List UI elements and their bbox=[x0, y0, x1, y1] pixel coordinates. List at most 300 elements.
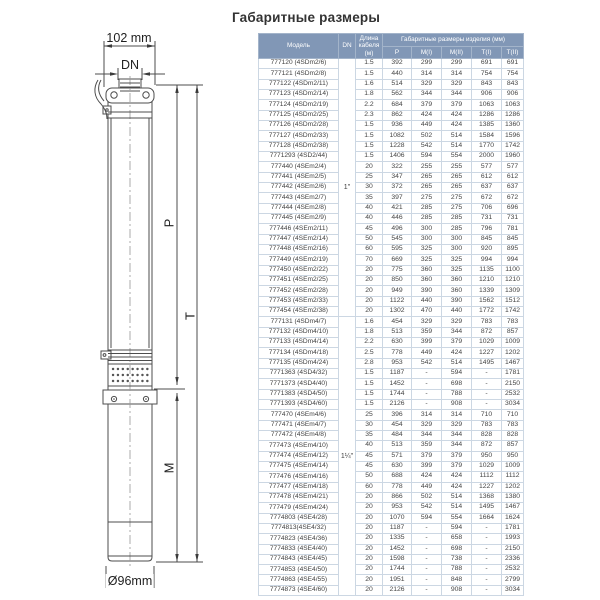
table-row bbox=[259, 90, 524, 100]
model-cell: 7771363 (4SD4/32) bbox=[259, 368, 339, 378]
value-cell: 1309 bbox=[502, 286, 524, 296]
header-model: Модель bbox=[259, 34, 339, 59]
value-cell: 1009 bbox=[502, 337, 524, 347]
table-row bbox=[259, 69, 524, 79]
table-row bbox=[259, 244, 524, 254]
value-cell: 325 bbox=[412, 244, 442, 254]
value-cell: 440 bbox=[383, 69, 412, 79]
value-cell: 514 bbox=[442, 492, 472, 502]
header-cable: Длина кабеля (м) bbox=[356, 34, 383, 59]
model-cell: 7774803 (4SE4/28) bbox=[259, 513, 339, 523]
value-cell: 449 bbox=[412, 121, 442, 131]
value-cell: 845 bbox=[502, 234, 524, 244]
model-cell: 777442 (4SEm2/6) bbox=[259, 183, 339, 193]
value-cell: 454 bbox=[383, 420, 412, 430]
dn-cell: 1" bbox=[339, 59, 356, 317]
value-cell: 379 bbox=[442, 461, 472, 471]
value-cell: 40 bbox=[356, 214, 383, 224]
value-cell: 542 bbox=[412, 503, 442, 513]
table-body bbox=[259, 59, 524, 596]
value-cell: 424 bbox=[442, 121, 472, 131]
model-cell: 777477 (4SEm4/18) bbox=[259, 482, 339, 492]
model-cell: 777472 (4SEm4/8) bbox=[259, 430, 339, 440]
value-cell: 40 bbox=[356, 203, 383, 213]
value-cell: 706 bbox=[472, 203, 502, 213]
value-cell: 1210 bbox=[472, 275, 502, 285]
value-cell: 850 bbox=[383, 275, 412, 285]
table-row bbox=[259, 565, 524, 575]
model-cell: 7774843 (4SE4/45) bbox=[259, 554, 339, 564]
value-cell: 953 bbox=[383, 358, 412, 368]
value-cell: 275 bbox=[442, 203, 472, 213]
value-cell: 691 bbox=[502, 59, 524, 69]
value-cell: 454 bbox=[383, 317, 412, 327]
value-cell: - bbox=[412, 389, 442, 399]
value-cell: 1.5 bbox=[356, 69, 383, 79]
value-cell: 30 bbox=[356, 183, 383, 193]
table-row bbox=[259, 420, 524, 430]
value-cell: 275 bbox=[412, 193, 442, 203]
table-row bbox=[259, 348, 524, 358]
value-cell: 906 bbox=[472, 90, 502, 100]
value-cell: 843 bbox=[502, 79, 524, 89]
model-cell: 7771373 (4SD4/40) bbox=[259, 379, 339, 389]
value-cell: 300 bbox=[442, 234, 472, 244]
model-cell: 777133 (4SDm4/14) bbox=[259, 337, 339, 347]
value-cell: 3034 bbox=[502, 585, 524, 595]
value-cell: 1385 bbox=[472, 121, 502, 131]
value-cell: 1.5 bbox=[356, 368, 383, 378]
value-cell: 344 bbox=[442, 90, 472, 100]
value-cell: 1.5 bbox=[356, 131, 383, 141]
value-cell: 1368 bbox=[472, 492, 502, 502]
page-title: Габаритные размеры bbox=[232, 10, 381, 25]
value-cell: 828 bbox=[502, 430, 524, 440]
value-cell: 1467 bbox=[502, 503, 524, 513]
table-row bbox=[259, 327, 524, 337]
value-cell: 275 bbox=[442, 193, 472, 203]
value-cell: - bbox=[472, 544, 502, 554]
value-cell: 513 bbox=[383, 327, 412, 337]
value-cell: 2150 bbox=[502, 379, 524, 389]
value-cell: 1063 bbox=[472, 100, 502, 110]
value-cell: 1562 bbox=[472, 296, 502, 306]
value-cell: 514 bbox=[442, 358, 472, 368]
table-row bbox=[259, 337, 524, 347]
value-cell: 906 bbox=[502, 90, 524, 100]
value-cell: 783 bbox=[472, 317, 502, 327]
table-row bbox=[259, 110, 524, 120]
value-cell: 1598 bbox=[383, 554, 412, 564]
value-cell: 1122 bbox=[383, 296, 412, 306]
value-cell: 698 bbox=[442, 379, 472, 389]
value-cell: 754 bbox=[502, 69, 524, 79]
value-cell: 936 bbox=[383, 121, 412, 131]
value-cell: 637 bbox=[472, 183, 502, 193]
value-cell: 514 bbox=[383, 79, 412, 89]
value-cell: 1187 bbox=[383, 523, 412, 533]
table-row bbox=[259, 193, 524, 203]
value-cell: 314 bbox=[442, 410, 472, 420]
model-cell: 777127 (4SDm2/33) bbox=[259, 131, 339, 141]
value-cell: 446 bbox=[383, 214, 412, 224]
value-cell: 2532 bbox=[502, 565, 524, 575]
value-cell: 265 bbox=[442, 183, 472, 193]
value-cell: - bbox=[472, 368, 502, 378]
value-cell: 554 bbox=[442, 152, 472, 162]
value-cell: 424 bbox=[442, 482, 472, 492]
value-cell: 397 bbox=[383, 193, 412, 203]
value-cell: 862 bbox=[383, 110, 412, 120]
pump-technical-drawing bbox=[0, 0, 230, 600]
value-cell: 783 bbox=[472, 420, 502, 430]
value-cell: 688 bbox=[383, 472, 412, 482]
value-cell: 1.5 bbox=[356, 121, 383, 131]
model-cell: 777479 (4SEm4/24) bbox=[259, 503, 339, 513]
value-cell: 25 bbox=[356, 172, 383, 182]
model-cell: 777134 (4SDm4/18) bbox=[259, 348, 339, 358]
table-row bbox=[259, 172, 524, 182]
model-cell: 777475 (4SEm4/14) bbox=[259, 461, 339, 471]
value-cell: 45 bbox=[356, 451, 383, 461]
header-tii: T(II) bbox=[502, 46, 524, 59]
value-cell: - bbox=[472, 399, 502, 409]
table-row bbox=[259, 399, 524, 409]
value-cell: 848 bbox=[442, 575, 472, 585]
table-row bbox=[259, 410, 524, 420]
dim-label-t: T bbox=[182, 312, 198, 320]
value-cell: - bbox=[472, 554, 502, 564]
value-cell: 1742 bbox=[502, 141, 524, 151]
table-row bbox=[259, 296, 524, 306]
value-cell: 2.8 bbox=[356, 358, 383, 368]
model-cell: 777454 (4SEm2/38) bbox=[259, 306, 339, 316]
value-cell: 1339 bbox=[472, 286, 502, 296]
value-cell: 45 bbox=[356, 224, 383, 234]
value-cell: 1770 bbox=[472, 141, 502, 151]
value-cell: 542 bbox=[412, 141, 442, 151]
table-row bbox=[259, 317, 524, 327]
value-cell: 2.5 bbox=[356, 348, 383, 358]
value-cell: - bbox=[472, 389, 502, 399]
value-cell: - bbox=[412, 368, 442, 378]
value-cell: 594 bbox=[412, 152, 442, 162]
value-cell: 1772 bbox=[472, 306, 502, 316]
value-cell: 20 bbox=[356, 565, 383, 575]
value-cell: 285 bbox=[412, 214, 442, 224]
value-cell: 40 bbox=[356, 441, 383, 451]
value-cell: 20 bbox=[356, 265, 383, 275]
value-cell: 1781 bbox=[502, 368, 524, 378]
table-header-row-1 bbox=[259, 34, 524, 47]
value-cell: 778 bbox=[383, 482, 412, 492]
value-cell: 595 bbox=[383, 244, 412, 254]
value-cell: 1742 bbox=[502, 306, 524, 316]
model-cell: 777123 (4SDm2/14) bbox=[259, 90, 339, 100]
model-cell: 777441 (4SEm2/5) bbox=[259, 172, 339, 182]
value-cell: - bbox=[412, 565, 442, 575]
table-row bbox=[259, 183, 524, 193]
value-cell: 781 bbox=[502, 224, 524, 234]
value-cell: 920 bbox=[472, 244, 502, 254]
value-cell: 265 bbox=[412, 172, 442, 182]
value-cell: 1596 bbox=[502, 131, 524, 141]
value-cell: 360 bbox=[442, 275, 472, 285]
value-cell: 594 bbox=[442, 368, 472, 378]
value-cell: 738 bbox=[442, 554, 472, 564]
value-cell: 1009 bbox=[502, 461, 524, 471]
table-row bbox=[259, 234, 524, 244]
value-cell: 796 bbox=[472, 224, 502, 234]
value-cell: 672 bbox=[502, 193, 524, 203]
value-cell: 1210 bbox=[502, 275, 524, 285]
model-cell: 7774853 (4SE4/50) bbox=[259, 565, 339, 575]
value-cell: 379 bbox=[412, 100, 442, 110]
value-cell: 30 bbox=[356, 420, 383, 430]
value-cell: 994 bbox=[502, 255, 524, 265]
value-cell: 379 bbox=[442, 337, 472, 347]
value-cell: 669 bbox=[383, 255, 412, 265]
value-cell: 866 bbox=[383, 492, 412, 502]
value-cell: 1112 bbox=[472, 472, 502, 482]
value-cell: 424 bbox=[442, 348, 472, 358]
value-cell: 396 bbox=[383, 410, 412, 420]
dim-label-p: P bbox=[161, 218, 177, 228]
value-cell: 953 bbox=[383, 503, 412, 513]
value-cell: 594 bbox=[412, 513, 442, 523]
model-cell: 777125 (4SDm2/25) bbox=[259, 110, 339, 120]
value-cell: 502 bbox=[412, 492, 442, 502]
model-cell: 777121 (4SDm2/8) bbox=[259, 69, 339, 79]
model-cell: 777120 (4SDm2/6) bbox=[259, 59, 339, 69]
value-cell: 325 bbox=[412, 255, 442, 265]
table-row bbox=[259, 214, 524, 224]
dim-label-m: M bbox=[161, 462, 177, 474]
value-cell: 424 bbox=[412, 110, 442, 120]
table-row bbox=[259, 492, 524, 502]
model-cell: 7774813(4SE4/32) bbox=[259, 523, 339, 533]
value-cell: 360 bbox=[412, 265, 442, 275]
value-cell: 329 bbox=[412, 317, 442, 327]
value-cell: 60 bbox=[356, 244, 383, 254]
value-cell: 731 bbox=[472, 214, 502, 224]
value-cell: 1452 bbox=[383, 544, 412, 554]
value-cell: 45 bbox=[356, 461, 383, 471]
value-cell: 325 bbox=[442, 255, 472, 265]
table-row bbox=[259, 203, 524, 213]
value-cell: 1286 bbox=[502, 110, 524, 120]
value-cell: 379 bbox=[442, 100, 472, 110]
table-row bbox=[259, 389, 524, 399]
value-cell: 20 bbox=[356, 534, 383, 544]
value-cell: 379 bbox=[442, 451, 472, 461]
value-cell: 778 bbox=[383, 348, 412, 358]
value-cell: 2.3 bbox=[356, 110, 383, 120]
table-row bbox=[259, 368, 524, 378]
model-cell: 777131 (4SDm4/7) bbox=[259, 317, 339, 327]
value-cell: 344 bbox=[442, 441, 472, 451]
value-cell: 322 bbox=[383, 162, 412, 172]
table-row bbox=[259, 534, 524, 544]
value-cell: 1227 bbox=[472, 348, 502, 358]
value-cell: 1960 bbox=[502, 152, 524, 162]
value-cell: - bbox=[472, 534, 502, 544]
value-cell: 630 bbox=[383, 337, 412, 347]
value-cell: 857 bbox=[502, 441, 524, 451]
pump-outline-graphic bbox=[0, 0, 230, 600]
value-cell: 399 bbox=[412, 337, 442, 347]
value-cell: 1360 bbox=[502, 121, 524, 131]
model-cell: 777476 (4SEm4/16) bbox=[259, 472, 339, 482]
table-row bbox=[259, 585, 524, 595]
table-row bbox=[259, 152, 524, 162]
model-cell: 777449 (4SEm2/19) bbox=[259, 255, 339, 265]
table-row bbox=[259, 255, 524, 265]
value-cell: 1.5 bbox=[356, 141, 383, 151]
value-cell: 1584 bbox=[472, 131, 502, 141]
header-dims-group: Габаритные размеры изделия (мм) bbox=[383, 34, 524, 47]
table-row bbox=[259, 265, 524, 275]
model-cell: 777126 (4SDm2/28) bbox=[259, 121, 339, 131]
value-cell: 1029 bbox=[472, 337, 502, 347]
model-cell: 777445 (4SEm2/9) bbox=[259, 214, 339, 224]
value-cell: 20 bbox=[356, 162, 383, 172]
value-cell: 440 bbox=[442, 306, 472, 316]
value-cell: 2336 bbox=[502, 554, 524, 564]
value-cell: 399 bbox=[412, 461, 442, 471]
value-cell: 612 bbox=[502, 172, 524, 182]
value-cell: 1202 bbox=[502, 482, 524, 492]
table-row bbox=[259, 358, 524, 368]
table-row bbox=[259, 513, 524, 523]
value-cell: 2126 bbox=[383, 585, 412, 595]
value-cell: 949 bbox=[383, 286, 412, 296]
value-cell: 329 bbox=[442, 420, 472, 430]
value-cell: - bbox=[472, 575, 502, 585]
value-cell: 35 bbox=[356, 430, 383, 440]
value-cell: 1228 bbox=[383, 141, 412, 151]
value-cell: 577 bbox=[472, 162, 502, 172]
value-cell: 1112 bbox=[502, 472, 524, 482]
dimensions-table bbox=[258, 33, 524, 596]
value-cell: 329 bbox=[412, 79, 442, 89]
table-row bbox=[259, 575, 524, 585]
table-row bbox=[259, 451, 524, 461]
table-row bbox=[259, 286, 524, 296]
table-row bbox=[259, 121, 524, 131]
value-cell: 908 bbox=[442, 585, 472, 595]
value-cell: 265 bbox=[412, 183, 442, 193]
value-cell: 50 bbox=[356, 234, 383, 244]
model-cell: 777443 (4SEm2/7) bbox=[259, 193, 339, 203]
header-mi: M(I) bbox=[412, 46, 442, 59]
value-cell: 1063 bbox=[502, 100, 524, 110]
value-cell: 950 bbox=[502, 451, 524, 461]
value-cell: 1070 bbox=[383, 513, 412, 523]
value-cell: 20 bbox=[356, 503, 383, 513]
value-cell: 20 bbox=[356, 585, 383, 595]
value-cell: 1380 bbox=[502, 492, 524, 502]
value-cell: 1.5 bbox=[356, 389, 383, 399]
value-cell: 1951 bbox=[383, 575, 412, 585]
value-cell: 514 bbox=[442, 141, 472, 151]
value-cell: 60 bbox=[356, 482, 383, 492]
value-cell: - bbox=[472, 379, 502, 389]
value-cell: 35 bbox=[356, 193, 383, 203]
value-cell: 329 bbox=[442, 79, 472, 89]
value-cell: 20 bbox=[356, 523, 383, 533]
value-cell: 908 bbox=[442, 399, 472, 409]
value-cell: 392 bbox=[383, 59, 412, 69]
value-cell: 1624 bbox=[502, 513, 524, 523]
value-cell: 571 bbox=[383, 451, 412, 461]
value-cell: 1286 bbox=[472, 110, 502, 120]
table-row bbox=[259, 523, 524, 533]
value-cell: 1335 bbox=[383, 534, 412, 544]
value-cell: 449 bbox=[412, 482, 442, 492]
value-cell: - bbox=[412, 379, 442, 389]
table-row bbox=[259, 544, 524, 554]
value-cell: 577 bbox=[502, 162, 524, 172]
dim-label-diameter: Ø96mm bbox=[107, 574, 153, 588]
value-cell: 2.2 bbox=[356, 100, 383, 110]
model-cell: 777440 (4SEm2/4) bbox=[259, 162, 339, 172]
value-cell: 424 bbox=[442, 110, 472, 120]
table-row bbox=[259, 379, 524, 389]
value-cell: 496 bbox=[383, 224, 412, 234]
model-cell: 7774823 (4SE4/36) bbox=[259, 534, 339, 544]
model-cell: 777444 (4SEm2/8) bbox=[259, 203, 339, 213]
value-cell: 20 bbox=[356, 296, 383, 306]
value-cell: - bbox=[412, 554, 442, 564]
value-cell: 775 bbox=[383, 265, 412, 275]
model-cell: 777473 (4SEm4/10) bbox=[259, 441, 339, 451]
value-cell: 691 bbox=[472, 59, 502, 69]
header-mii: M(II) bbox=[442, 46, 472, 59]
value-cell: 20 bbox=[356, 554, 383, 564]
value-cell: 1993 bbox=[502, 534, 524, 544]
value-cell: 542 bbox=[412, 358, 442, 368]
model-cell: 777135 (4SDm4/24) bbox=[259, 358, 339, 368]
model-cell: 777471 (4SEm4/7) bbox=[259, 420, 339, 430]
value-cell: 502 bbox=[412, 131, 442, 141]
model-cell: 777452 (4SEm2/28) bbox=[259, 286, 339, 296]
value-cell: 424 bbox=[412, 472, 442, 482]
model-cell: 777122 (4SDm2/11) bbox=[259, 79, 339, 89]
value-cell: 788 bbox=[442, 565, 472, 575]
model-cell: 777448 (4SEm2/16) bbox=[259, 244, 339, 254]
dim-label-dn: DN bbox=[120, 58, 140, 72]
value-cell: 285 bbox=[442, 224, 472, 234]
value-cell: 2799 bbox=[502, 575, 524, 585]
value-cell: 513 bbox=[383, 441, 412, 451]
value-cell: 554 bbox=[442, 513, 472, 523]
value-cell: 1302 bbox=[383, 306, 412, 316]
dn-cell: 1¼" bbox=[339, 317, 356, 596]
model-cell: 7771393 (4SD4/60) bbox=[259, 399, 339, 409]
value-cell: 754 bbox=[472, 69, 502, 79]
table-row bbox=[259, 482, 524, 492]
value-cell: 637 bbox=[502, 183, 524, 193]
value-cell: 684 bbox=[383, 100, 412, 110]
value-cell: 300 bbox=[412, 224, 442, 234]
table-row bbox=[259, 472, 524, 482]
value-cell: 895 bbox=[502, 244, 524, 254]
value-cell: - bbox=[412, 544, 442, 554]
model-cell: 777478 (4SEm4/21) bbox=[259, 492, 339, 502]
value-cell: 843 bbox=[472, 79, 502, 89]
header-p: P bbox=[383, 46, 412, 59]
